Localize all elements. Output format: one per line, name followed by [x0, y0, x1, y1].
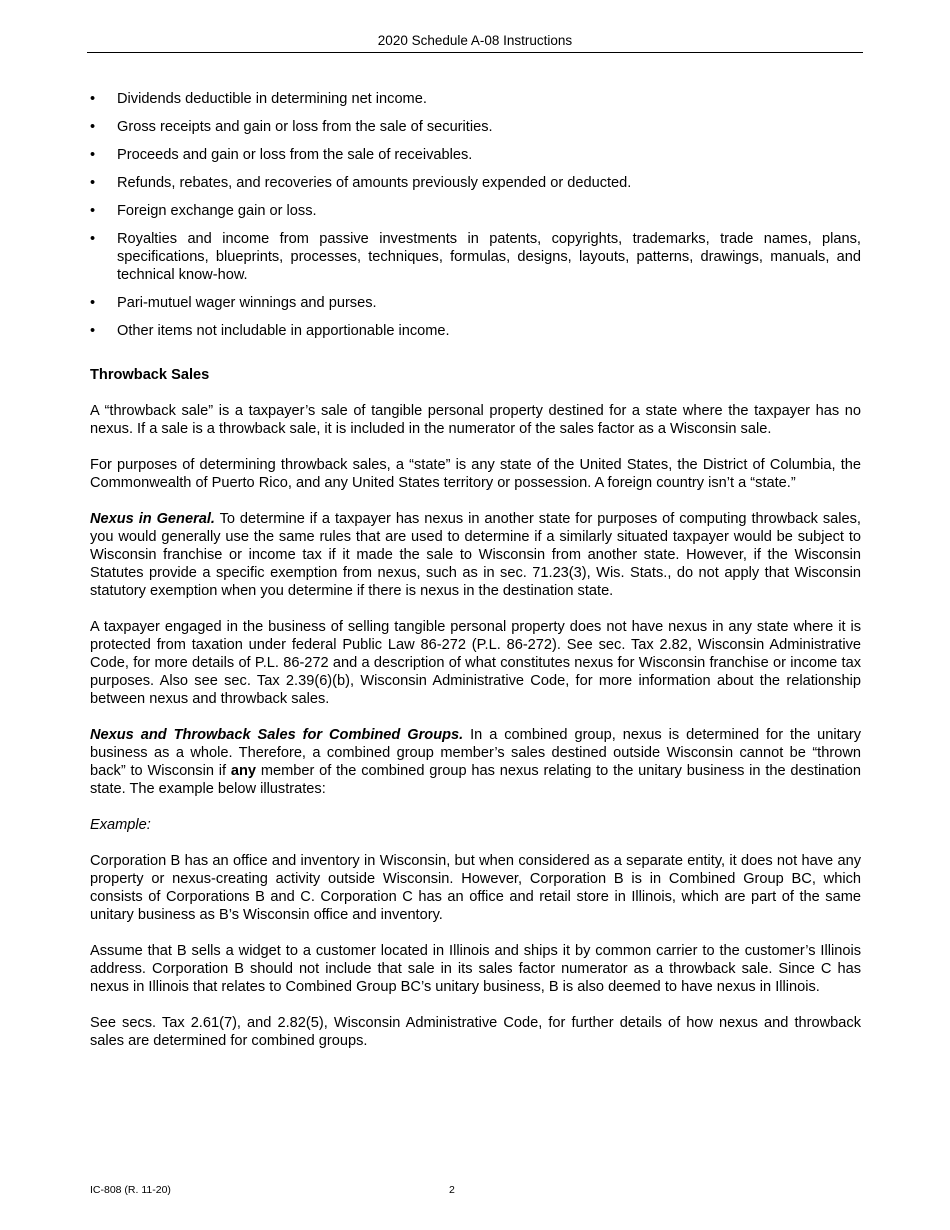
example-label: Example:: [90, 817, 151, 833]
bullet-icon: •: [90, 203, 96, 219]
bullet-icon: •: [90, 323, 96, 339]
document-body: [90, 90, 861, 1068]
list-item: • Other items not includable in apportionable income.: [90, 323, 450, 339]
paragraph-example-corporation-b: Corporation B has an office and inventory in Wisconsin, but when considered as a separate entity, it does not have any property or nexus-creating activity outside Wisconsin. However, Corporation B is in Combined Group BC, which consists of Corporations B and C. Corporation C has an office and retail store in Illinois, which are part of the same unitary business as B’s Wisconsin office and inventory.: [90, 853, 861, 923]
bullet-icon: •: [90, 91, 96, 107]
paragraph-see-secs: See secs. Tax 2.61(7), and 2.82(5), Wisconsin Administrative Code, for further details of how nexus and throwback sales are determined for combined groups.: [90, 1015, 861, 1049]
list-item: • Refunds, rebates, and recoveries of amounts previously expended or deducted.: [90, 175, 632, 191]
list-item: • Foreign exchange gain or loss.: [90, 203, 317, 219]
paragraph-throwback-definition: A “throwback sale” is a taxpayer’s sale of tangible personal property destined for a state where the taxpayer has no nexus. If a sale is a throwback sale, it is included in the numerator of the sales factor as a Wisconsin sale.: [90, 403, 861, 437]
list-item: • Proceeds and gain or loss from the sale of receivables.: [90, 147, 473, 163]
paragraph-lead: Nexus and Throwback Sales for Combined Groups.: [90, 727, 464, 743]
paragraph-nexus-in-general: Nexus in General. To determine if a taxpayer has nexus in another state for purposes of computing throwback sales, you would generally use the same rules that are used to determine if a similarly situated taxpayer would be subject to Wisconsin franchise or income tax if it made the sale to Wisconsin from another state. However, if the Wisconsin Statutes provide a specific exemption from nexus, such as in sec. 71.23(3), Wis. Stats., do not apply that Wisconsin statutory exemption when you determine if there is nexus in the destination state.: [90, 511, 861, 599]
list-item: • Gross receipts and gain or loss from the sale of securities.: [90, 119, 493, 135]
bullet-icon: •: [90, 295, 96, 311]
paragraph-state-definition: For purposes of determining throwback sales, a “state” is any state of the United States, the District of Columbia, the Commonwealth of Puerto Rico, and any United States territory or possession. A foreign country isn’t a “state.”: [90, 457, 861, 491]
paragraph-example-widget: Assume that B sells a widget to a customer located in Illinois and ships it by common carrier to the customer’s Illinois address. Corporation B should not include that sale in its sales factor numerator as a throwback sale. Since C has nexus in Illinois that relates to Combined Group BC’s unitary business, B is also deemed to have nexus in Illinois.: [90, 943, 861, 995]
list-item: • Royalties and income from passive investments in patents, copyrights, trademarks, trade names, plans, specifications, blueprints, processes, techniques, formulas, designs, layouts, patterns, drawings, manuals, and technical know-how.: [90, 231, 861, 283]
paragraph-combined-groups: Nexus and Throwback Sales for Combined Groups. In a combined group, nexus is determined for the unitary business as a whole. Therefore, a combined group member’s sales destined outside Wisconsin cannot be “thrown back” to Wisconsin if any member of the combined group has nexus relating to the unitary business in the destination state. The example below illustrates:: [90, 727, 862, 797]
list-item: • Pari-mutuel wager winnings and purses.: [90, 295, 377, 311]
bullet-icon: •: [90, 119, 96, 135]
section-heading: Throwback Sales: [90, 367, 210, 383]
page-header: 2020 Schedule A-08 Instructions: [87, 33, 863, 53]
emphasis-any: any: [230, 763, 257, 779]
paragraph-lead: Nexus in General.: [90, 511, 215, 527]
bullet-icon: •: [90, 175, 96, 191]
list-item: • Dividends deductible in determining net income.: [90, 91, 427, 107]
bullet-icon: •: [90, 231, 96, 247]
page-number: 2: [449, 1184, 455, 1196]
bullet-list: [90, 90, 861, 340]
bullet-icon: •: [90, 147, 96, 163]
paragraph-public-law: A taxpayer engaged in the business of selling tangible personal property does not have nexus in any state where it is protected from taxation under federal Public Law 86-272 (P.L. 86-272). See sec. Tax 2.82, Wisconsin Administrative Code, for more details of P.L. 86-272 and a description of what constitutes nexus for Wisconsin franchise or income tax purposes. Also see sec. Tax 2.39(6)(b), Wisconsin Administrative Code, for more information about the relationship between nexus and throwback sales.: [90, 619, 861, 707]
form-id: IC-808 (R. 11-20): [90, 1184, 171, 1196]
